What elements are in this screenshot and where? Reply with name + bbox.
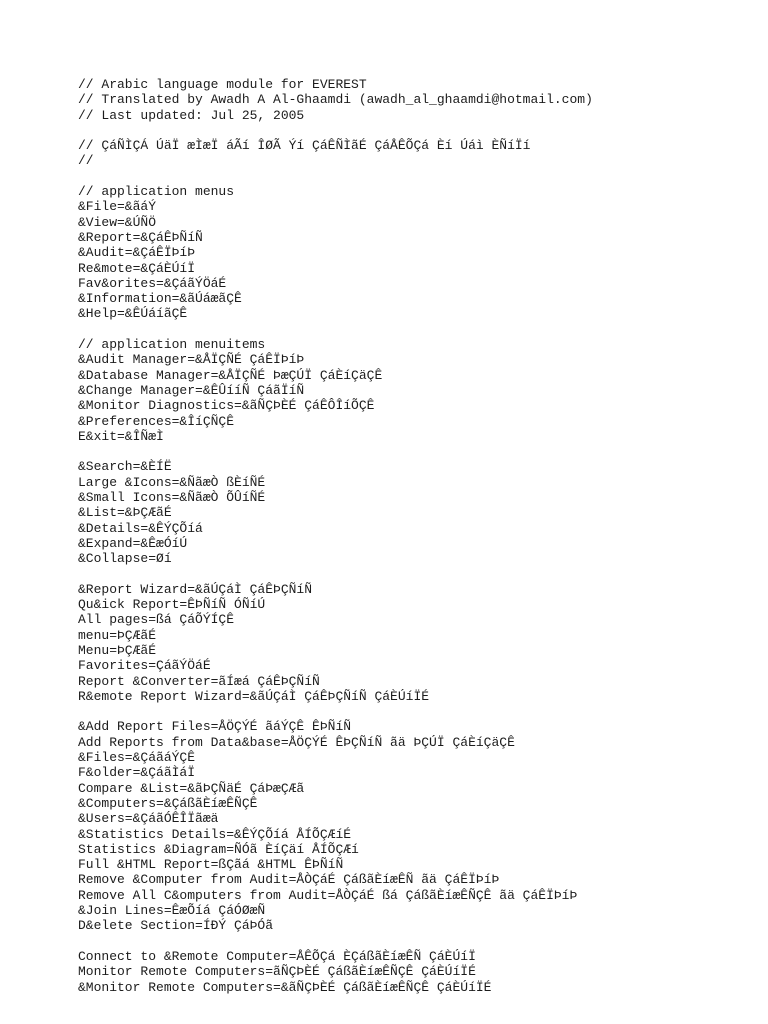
text-line: Statistics &Diagram=ÑÓã ÈíÇäí ÅÍÕÇÆí <box>78 841 359 857</box>
text-line: // Last updated: Jul 25, 2005 <box>78 107 305 123</box>
text-line: Connect to &Remote Computer=ÅÊÕÇá ÈÇáßãÈíæÊÑ ÇáÈÚíÏ <box>78 948 476 964</box>
text-line: &Change Manager=&ÊÛííÑ ÇáãÏíÑ <box>78 382 305 398</box>
text-line: &Audit Manager=&ÅÏÇÑÉ ÇáÊÏÞíÞ <box>78 352 305 368</box>
text-line: // Translated by Awadh A Al-Ghaamdi (awadh_al_ghaamdi@hotmail.com) <box>78 92 593 108</box>
text-line: &Information=&ãÚáæãÇÊ <box>78 291 242 307</box>
text-line: &Report=&ÇáÊÞÑíÑ <box>78 229 203 245</box>
text-line: // <box>78 153 94 169</box>
blank-line <box>78 934 758 949</box>
text-line: Remove &Computer from Audit=ÅÒÇáÉ ÇáßãÈíæÊÑ ãä ÇáÊÏÞíÞ <box>78 872 500 888</box>
text-line: // application menus <box>78 184 235 200</box>
text-line: &Database Manager=&ÅÏÇÑÉ ÞæÇÚÏ ÇáÈíÇäÇÊ <box>78 367 383 383</box>
blank-line <box>78 322 758 337</box>
text-line: &Monitor Diagnostics=&ãÑÇÞÈÉ ÇáÊÔÎíÕÇÊ <box>78 398 375 414</box>
text-line: menu=ÞÇÆãÉ <box>78 627 157 643</box>
blank-line <box>78 123 758 138</box>
text-line: Re&mote=&ÇáÈÚíÏ <box>78 260 196 276</box>
text-line: All pages=ßá ÇáÕÝÍÇÊ <box>78 612 235 628</box>
text-line: Monitor Remote Computers=ãÑÇÞÈÉ ÇáßãÈíæÊÑÇÊ ÇáÈÚíÏÉ <box>78 964 476 980</box>
blank-line <box>78 169 758 184</box>
text-line: Large &Icons=&ÑãæÒ ßÈíÑÉ <box>78 474 266 490</box>
blank-line <box>78 704 758 719</box>
text-line: &Join Lines=ÊæÕíá ÇáÓØæÑ <box>78 903 266 919</box>
blank-line <box>78 567 758 582</box>
document-text <box>78 77 758 995</box>
text-line: Fav&orites=&ÇáãÝÖáÉ <box>78 275 227 291</box>
text-line: Qu&ick Report=ÊÞÑíÑ ÓÑíÚ <box>78 597 266 613</box>
text-line: &Preferences=&ÎíÇÑÇÊ <box>78 413 235 429</box>
text-line: &View=&ÚÑÖ <box>78 214 157 230</box>
text-line: F&older=&ÇáãÌáÏ <box>78 765 196 781</box>
text-line: &File=&ãáÝ <box>78 199 157 215</box>
text-line: Compare &List=&ãÞÇÑäÉ ÇáÞæÇÆã <box>78 780 305 796</box>
text-line: &Help=&ÊÚáíãÇÊ <box>78 306 188 322</box>
text-line: // Arabic language module for EVEREST <box>78 77 367 92</box>
text-line: &Computers=&ÇáßãÈíæÊÑÇÊ <box>78 795 258 811</box>
text-line: // ÇáÑÌÇÁ ÚäÏ æÌæÏ áÃí ÎØÃ Ýí ÇáÊÑÌãÉ ÇáÅÊÕÇá Èí Úáì ÈÑíÏí <box>78 138 531 154</box>
blank-line <box>78 444 758 459</box>
text-line: &Statistics Details=&ÊÝÇÕíá ÅÍÕÇÆíÉ <box>78 826 352 842</box>
text-line: D&elete Section=ÍÐÝ ÇáÞÓã <box>78 918 274 934</box>
text-line: &Details=&ÊÝÇÕíá <box>78 520 203 536</box>
text-line: Report &Converter=ãÍæá ÇáÊÞÇÑíÑ <box>78 673 320 689</box>
text-line: &Small Icons=&ÑãæÒ ÕÛíÑÉ <box>78 490 266 506</box>
text-line: &List=&ÞÇÆãÉ <box>78 505 172 521</box>
text-line: &Monitor Remote Computers=&ãÑÇÞÈÉ ÇáßãÈíæÊÑÇÊ ÇáÈÚíÏÉ <box>78 979 492 995</box>
text-line: E&xit=&ÎÑæÌ <box>78 428 164 444</box>
text-line: &Report Wizard=&ãÚÇáÌ ÇáÊÞÇÑíÑ <box>78 581 313 597</box>
text-line: &Search=&ÈÍË <box>78 459 172 475</box>
text-line: &Audit=&ÇáÊÏÞíÞ <box>78 245 196 261</box>
text-line: &Expand=&ÊæÓíÚ <box>78 535 188 551</box>
text-line: Add Reports from Data&base=ÅÖÇÝÉ ÊÞÇÑíÑ ãä ÞÇÚÏ ÇáÈíÇäÇÊ <box>78 734 515 750</box>
text-line: &Add Report Files=ÅÖÇÝÉ ãáÝÇÊ ÊÞÑíÑ <box>78 719 352 735</box>
text-line: Favorites=ÇáãÝÖáÉ <box>78 658 211 674</box>
text-line: &Files=&ÇáãáÝÇÊ <box>78 750 196 766</box>
text-line: &Collapse=Øí <box>78 551 172 567</box>
text-line: R&emote Report Wizard=&ãÚÇáÌ ÇáÊÞÇÑíÑ ÇáÈÚíÏÉ <box>78 688 430 704</box>
text-line: // application menuitems <box>78 337 266 353</box>
text-line: Full &HTML Report=ßÇãá &HTML ÊÞÑíÑ <box>78 857 344 873</box>
text-line: &Users=&ÇáãÓÊÎÏãæä <box>78 811 219 827</box>
text-line: Menu=ÞÇÆãÉ <box>78 642 157 658</box>
text-line: Remove All C&omputers from Audit=ÅÒÇáÉ ßá ÇáßãÈíæÊÑÇÊ ãä ÇáÊÏÞíÞ <box>78 887 578 903</box>
